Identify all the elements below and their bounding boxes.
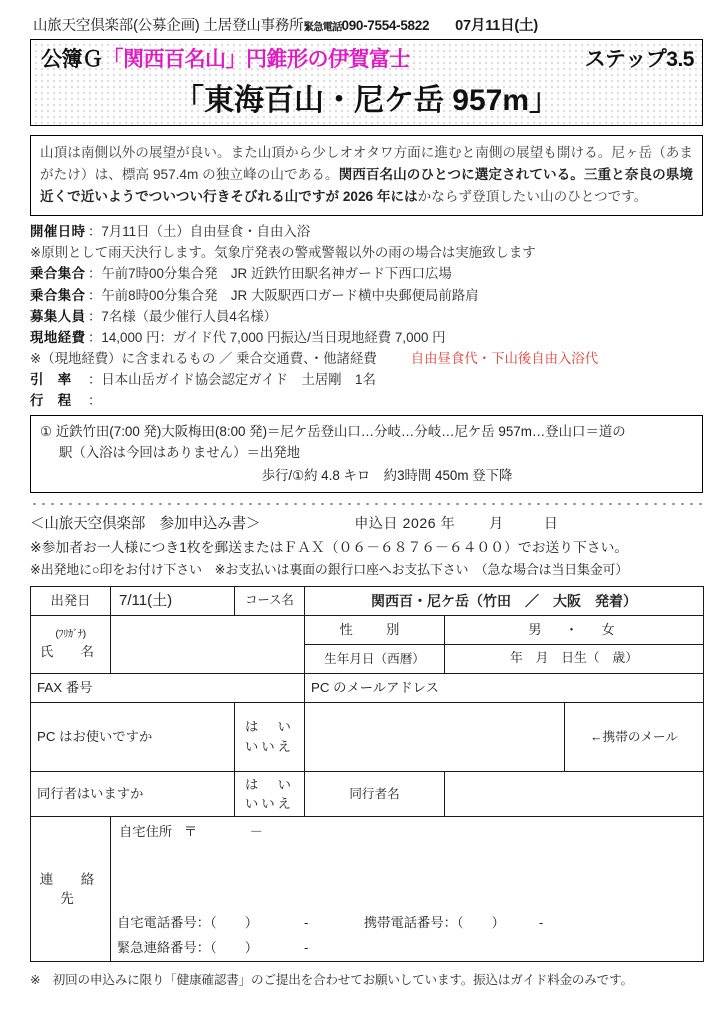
cell-depart-date-label: 出発日 xyxy=(31,587,111,616)
cell-name-label xyxy=(31,615,111,673)
companion-yesno-options: は い いいえ xyxy=(245,776,311,812)
detail-row-route xyxy=(30,390,703,411)
cell-birthdate-fields[interactable]: 年 月 日生（ 歳） xyxy=(445,644,704,673)
detail-row-guide xyxy=(30,369,703,390)
detail-label-capacity: 募集人員 xyxy=(30,308,86,324)
emergency-tel-dash: - xyxy=(304,939,309,955)
footer-note: ※ 初回の申込みに限り「健康確認書」のご提出を合わせてお願いしています。振込はガイド料金のみです。 xyxy=(30,973,633,988)
cell-pcmail-input[interactable] xyxy=(305,702,565,771)
itinerary-box xyxy=(30,415,703,493)
emergency-tel-label: 緊急連絡番号：（ xyxy=(117,939,217,955)
furigana-label: (ﾌﾘｶﾞﾅ) xyxy=(55,628,86,640)
home-address-label: 自宅住所 xyxy=(119,824,173,840)
detail-value-meeting-2: ：午前8時00分集合発 JR 大阪駅西口ガード横中央郵便局前路肩 xyxy=(88,287,479,303)
name-label: 氏 名 xyxy=(40,644,101,660)
home-tel-close: ） xyxy=(244,914,259,930)
table-row xyxy=(31,817,704,962)
home-tel-dash: - xyxy=(304,914,309,930)
detail-row-rain-note xyxy=(30,242,703,263)
application-note-1: ※参加者お一人様につき1枚を郵送またはＦＡＸ（０６－６８７６－６４００）でお送り下さい。 xyxy=(30,538,629,555)
application-date-year-unit: 年 xyxy=(440,514,456,531)
application-header xyxy=(30,512,703,580)
document-header xyxy=(0,0,717,37)
table-row xyxy=(31,587,704,616)
detail-value-meeting-1: ：午前7時00分集合発 JR 近鉄竹田駅名神ガード下西口広場 xyxy=(88,266,452,282)
home-address-input-area[interactable] xyxy=(117,842,697,912)
pc-yesno-options: は い いいえ xyxy=(245,719,311,754)
detail-label-guide: 引 率 xyxy=(30,372,72,388)
detail-row-meeting-1 xyxy=(30,263,703,284)
description-line-1: 山頂は南側以外の展望が良い。また山頂から少しオオタワ方面に進むと南側の展望も開ける。 xyxy=(40,145,612,160)
cell-companion-name-input[interactable] xyxy=(445,771,704,817)
detail-row-cost xyxy=(30,327,703,348)
table-row xyxy=(31,702,704,771)
page-title: 「東海百山・尼ケ岳 957m」 xyxy=(173,84,560,117)
cell-contact-fields xyxy=(111,817,704,962)
itinerary-line-1: ① 近鉄竹田(7:00 発)大阪梅田(8:00 発)＝尼ケ岳登山口…分岐…分岐…尼ケ岳 957m…登山口＝道の xyxy=(40,423,626,439)
mobile-tel-close: ） xyxy=(491,914,505,930)
cell-name-input[interactable] xyxy=(111,615,305,673)
description-line-3b: 三重と奈良の県境近くで近いようでついつい行きそびれる山ですが 2026 年には xyxy=(40,167,693,205)
title-prefix: 公簿Ｇ xyxy=(41,48,103,71)
detail-row-cost-note xyxy=(30,348,703,369)
application-date-label: 申込日 xyxy=(354,514,399,531)
title-subheading-row xyxy=(31,43,702,73)
cell-mobile-mail-label: ←携帯のメール xyxy=(565,702,704,771)
cell-birthdate-label: 生年月日（西暦） xyxy=(305,644,445,673)
detail-row-date xyxy=(30,221,703,242)
description-line-2b: 関西百名山のひとつに選定さ xyxy=(338,167,516,183)
cell-depart-date-value[interactable]: 7/11(土) xyxy=(111,587,235,616)
emergency-phone-label: 緊急電話 xyxy=(303,21,342,33)
event-date: 07月11日(土) xyxy=(455,18,538,34)
emergency-telephone-row[interactable] xyxy=(117,937,697,957)
application-note-2: ※出発地に○印をお付け下さい ※お支払いは裏面の銀行口座へお支払下さい （急な場合は当日集金可） xyxy=(30,561,629,577)
home-address-row[interactable] xyxy=(117,821,697,841)
description-line-2a: 尼ヶ岳（あまがたけ）は、標高 957.4m の独立峰の山である。 xyxy=(40,145,694,183)
cost-exclusion-note: 自由昼食代・下山後自由入浴代 xyxy=(410,351,599,367)
cell-companion-yesno[interactable] xyxy=(235,771,311,817)
detail-value-cost: ：14,000 円：ガイド代 7,000 円振込/当日現地経費 7,000 円 xyxy=(88,329,446,345)
application-form-table xyxy=(30,586,704,962)
detail-label-route: 行 程 xyxy=(30,393,72,409)
application-date-field xyxy=(354,512,558,535)
cell-gender-options[interactable] xyxy=(445,615,704,644)
postal-dash: － xyxy=(249,824,263,840)
cell-companion-question: 同行者はいますか xyxy=(31,771,235,817)
title-highlight: 「関西百名山」円錐形の伊賀富士 xyxy=(102,48,410,71)
application-date-day-unit: 日 xyxy=(543,514,559,531)
detail-label-date: 開催日時 xyxy=(30,224,86,240)
application-form-title: ＜山旅天空倶楽部 参加申込み書＞ xyxy=(30,515,261,532)
cell-pcmail-label[interactable]: PC のメールアドレス xyxy=(305,673,704,702)
itinerary-distance-summary: 歩行/①約 4.8 キロ 約3時間 450m 登下降 xyxy=(261,468,513,483)
application-date-month-unit: 月 xyxy=(489,514,504,531)
cost-inclusion-note: ※（現地経費）に含まれるもの ／ 乗合交通費、・他諸経費 xyxy=(30,351,377,367)
mobile-tel-dash: - xyxy=(538,914,544,930)
cell-pc-question: PC はお使いですか xyxy=(31,702,235,771)
cell-fax-label[interactable]: FAX 番号 xyxy=(31,673,305,702)
detail-value-date: ：7月11日（土）自由昼食・自由入浴 xyxy=(88,224,311,240)
cell-course-label: コース名 xyxy=(235,587,305,616)
step-label: ステップ3.5 xyxy=(584,48,694,71)
description-line-3a: れている。 xyxy=(515,167,584,183)
mobile-tel-label: 携帯電話番号：（ xyxy=(363,914,464,930)
organization-name: 山旅天空倶楽部(公募企画) 土居登山事務所 xyxy=(33,18,304,34)
cell-gender-label xyxy=(305,615,445,644)
title-box xyxy=(30,39,703,126)
detail-row-capacity xyxy=(30,306,703,327)
detail-label-meeting-2: 乗合集合 xyxy=(30,287,86,303)
detail-label-meeting-1: 乗合集合 xyxy=(30,266,86,282)
gender-label: 性 別 xyxy=(339,622,410,638)
gender-options: 男 ・ 女 xyxy=(528,622,620,638)
table-row xyxy=(31,771,704,817)
cell-contact-label xyxy=(31,817,122,962)
detail-value-guide: ：日本山岳ガイド協会認定ガイド 土居剛 1名 xyxy=(88,372,376,388)
cell-pc-yesno[interactable] xyxy=(235,702,311,771)
description-box xyxy=(30,135,703,216)
dotted-separator xyxy=(30,501,703,505)
telephone-row[interactable] xyxy=(117,912,697,932)
detail-value-capacity: ：7名様（最少催行人員4名様） xyxy=(88,308,277,324)
application-title-row xyxy=(30,512,703,536)
detail-label-cost: 現地経費 xyxy=(30,329,86,345)
event-details xyxy=(30,221,703,412)
contact-label: 連 絡 先 xyxy=(39,871,122,907)
detail-row-meeting-2 xyxy=(30,285,703,306)
emergency-tel-close: ） xyxy=(244,939,259,955)
application-date-year: 2026 xyxy=(402,514,437,531)
detail-value-route: ： xyxy=(88,393,102,409)
home-tel-label: 自宅電話番号：（ xyxy=(117,914,217,930)
description-line-4: かならず登頂したい山のひとつです。 xyxy=(417,189,648,205)
itinerary-line-2: 駅（入浴は今回はありません）＝出発地 xyxy=(59,445,301,461)
cell-course-value: 関西百・尼ケ岳（竹田 ／ 大阪 発着） xyxy=(305,587,704,616)
postal-mark-icon: 〒 xyxy=(183,824,199,840)
table-row xyxy=(31,615,704,644)
table-row xyxy=(31,673,704,702)
cell-companion-name-label: 同行者名 xyxy=(305,771,445,817)
emergency-phone-number: 090-7554-5822 xyxy=(341,18,430,33)
rain-policy-note: ※原則として雨天決行します。気象庁発表の警戒警報以外の雨の場合は実施致します xyxy=(30,245,536,261)
